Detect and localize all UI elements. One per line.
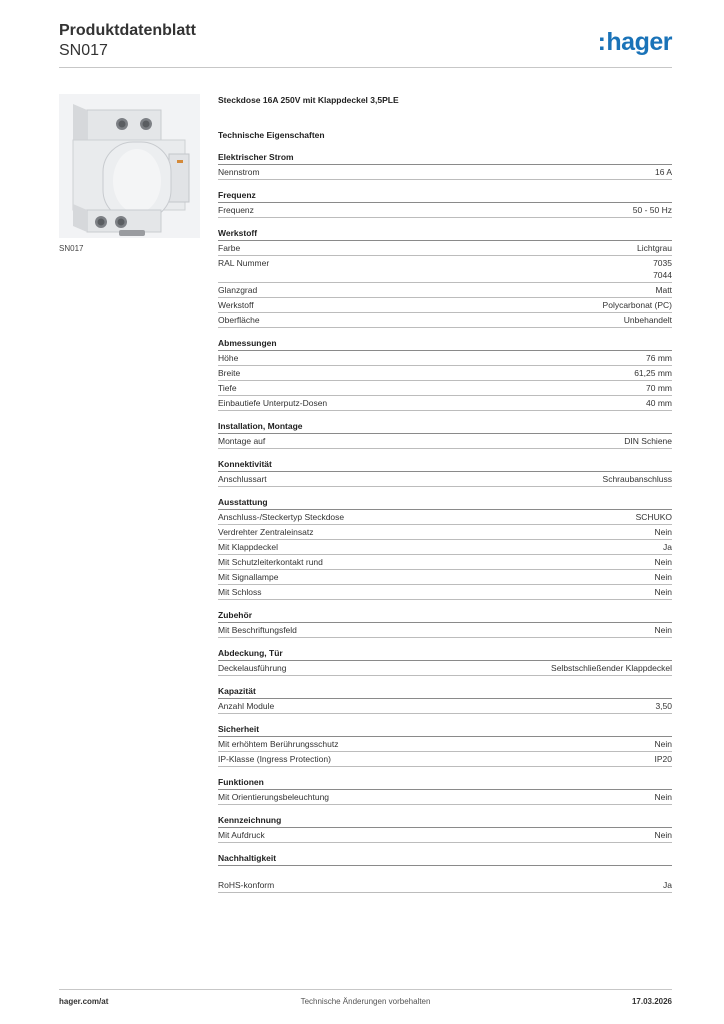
property-section (218, 497, 672, 600)
property-label: Deckelausführung (218, 663, 287, 673)
property-value: DIN Schiene (624, 436, 672, 446)
hager-logo[interactable] (598, 28, 672, 56)
logo-mark: : (597, 28, 606, 56)
section-title: Elektrischer Strom (218, 152, 672, 165)
section-title: Konnektivität (218, 459, 672, 472)
property-value: Polycarbonat (PC) (602, 300, 672, 310)
property-value: 7035 7044 (653, 258, 672, 280)
property-label: Glanzgrad (218, 285, 258, 295)
property-value: Schraubanschluss (602, 474, 672, 484)
property-label: Mit Schloss (218, 587, 262, 597)
property-value: SCHUKO (635, 512, 672, 522)
property-label: RAL Nummer (218, 258, 270, 268)
property-row (218, 241, 672, 256)
footer-date: 17.03.2026 (631, 997, 672, 1006)
property-section (218, 190, 672, 218)
property-row (218, 351, 672, 366)
property-value: 40 mm (646, 398, 672, 408)
socket-illustration (59, 94, 200, 238)
property-label: Tiefe (218, 383, 237, 393)
document-title: Produktdatenblatt (59, 22, 196, 39)
property-value: 70 mm (646, 383, 672, 393)
property-row (218, 381, 672, 396)
property-label: Mit Klappdeckel (218, 542, 279, 552)
section-title: Funktionen (218, 777, 672, 790)
property-row (218, 661, 672, 676)
section-title: Frequenz (218, 190, 672, 203)
property-row (218, 878, 672, 893)
property-section (218, 686, 672, 714)
property-value: 76 mm (646, 353, 672, 363)
footer-divider (59, 989, 672, 990)
section-title: Kennzeichnung (218, 815, 672, 828)
property-row (218, 472, 672, 487)
property-value: Nein (654, 557, 672, 567)
header (59, 22, 196, 61)
section-title: Ausstattung (218, 497, 672, 510)
property-value: Matt (655, 285, 672, 295)
property-label: Einbautiefe Unterputz-Dosen (218, 398, 328, 408)
property-value: Nein (654, 739, 672, 749)
property-label: Mit Beschriftungsfeld (218, 625, 297, 635)
property-section (218, 610, 672, 638)
property-section (218, 338, 672, 411)
property-row (218, 585, 672, 600)
property-label: Anzahl Module (218, 701, 275, 711)
property-label: Montage auf (218, 436, 266, 446)
section-title: Sicherheit (218, 724, 672, 737)
property-section (218, 421, 672, 449)
property-label: RoHS-konform (218, 880, 275, 890)
logo-text: hager (606, 28, 672, 56)
property-section (218, 815, 672, 843)
property-row (218, 298, 672, 313)
header-divider (59, 67, 672, 68)
property-row (218, 203, 672, 218)
property-section (218, 152, 672, 180)
image-caption: SN017 (59, 244, 84, 253)
property-row (218, 737, 672, 752)
property-row (218, 525, 672, 540)
property-value: 50 - 50 Hz (632, 205, 672, 215)
property-label: Anschlussart (218, 474, 267, 484)
property-label: Farbe (218, 243, 241, 253)
property-row (218, 510, 672, 525)
property-value: Nein (654, 830, 672, 840)
property-section (218, 724, 672, 767)
property-label: Höhe (218, 353, 239, 363)
property-value: Lichtgrau (637, 243, 672, 253)
property-section (218, 228, 672, 328)
property-value: IP20 (654, 754, 672, 764)
section-title: Nachhaltigkeit (218, 853, 672, 866)
property-value: Ja (663, 880, 672, 890)
technical-properties-title: Technische Eigenschaften (218, 130, 325, 140)
property-section (218, 648, 672, 676)
section-title: Abdeckung, Tür (218, 648, 672, 661)
property-value: Nein (654, 587, 672, 597)
property-label: Frequenz (218, 205, 254, 215)
property-label: Mit Aufdruck (218, 830, 265, 840)
property-label: Mit Orientierungsbeleuchtung (218, 792, 330, 802)
product-image (59, 94, 200, 238)
property-row (218, 790, 672, 805)
property-label: Verdrehter Zentraleinsatz (218, 527, 314, 537)
property-label: Werkstoff (218, 300, 254, 310)
property-section (218, 777, 672, 805)
footer-disclaimer: Technische Änderungen vorbehalten (300, 997, 431, 1006)
property-label: Mit Signallampe (218, 572, 279, 582)
property-label: Oberfläche (218, 315, 260, 325)
property-row (218, 313, 672, 328)
property-row (218, 752, 672, 767)
property-row (218, 283, 672, 298)
datasheet-content (218, 94, 672, 903)
property-value: Nein (654, 792, 672, 802)
property-value: Nein (654, 527, 672, 537)
property-row (218, 256, 672, 283)
property-row (218, 366, 672, 381)
property-row (218, 396, 672, 411)
property-value: Unbehandelt (623, 315, 672, 325)
property-row (218, 699, 672, 714)
property-label: Anschluss-/Steckertyp Steckdose (218, 512, 345, 522)
property-section (218, 459, 672, 487)
section-title: Zubehör (218, 610, 672, 623)
footer-website-link[interactable]: hager.com/at (59, 997, 109, 1006)
property-value: Selbstschließender Klappdeckel (551, 663, 672, 673)
property-row (218, 555, 672, 570)
property-section (218, 853, 672, 893)
property-row (218, 828, 672, 843)
property-label: Mit Schutzleiterkontakt rund (218, 557, 323, 567)
property-value: 61,25 mm (634, 368, 672, 378)
section-title: Abmessungen (218, 338, 672, 351)
property-label: Nennstrom (218, 167, 260, 177)
property-row (218, 434, 672, 449)
property-sections (218, 152, 672, 893)
property-value: Nein (654, 625, 672, 635)
property-label: Mit erhöhtem Berührungsschutz (218, 739, 339, 749)
property-row (218, 623, 672, 638)
property-row (218, 165, 672, 180)
product-name: Steckdose 16A 250V mit Klappdeckel 3,5PLE (218, 95, 399, 105)
section-title: Installation, Montage (218, 421, 672, 434)
property-value: Nein (654, 572, 672, 582)
section-title: Kapazität (218, 686, 672, 699)
article-number: SN017 (59, 42, 108, 59)
property-row (218, 570, 672, 585)
property-label: Breite (218, 368, 241, 378)
property-row (218, 540, 672, 555)
property-label: IP-Klasse (Ingress Protection) (218, 754, 331, 764)
property-value: 3,50 (655, 701, 672, 711)
section-title: Werkstoff (218, 228, 672, 241)
property-value: Ja (663, 542, 672, 552)
property-value: 16 A (654, 167, 672, 177)
